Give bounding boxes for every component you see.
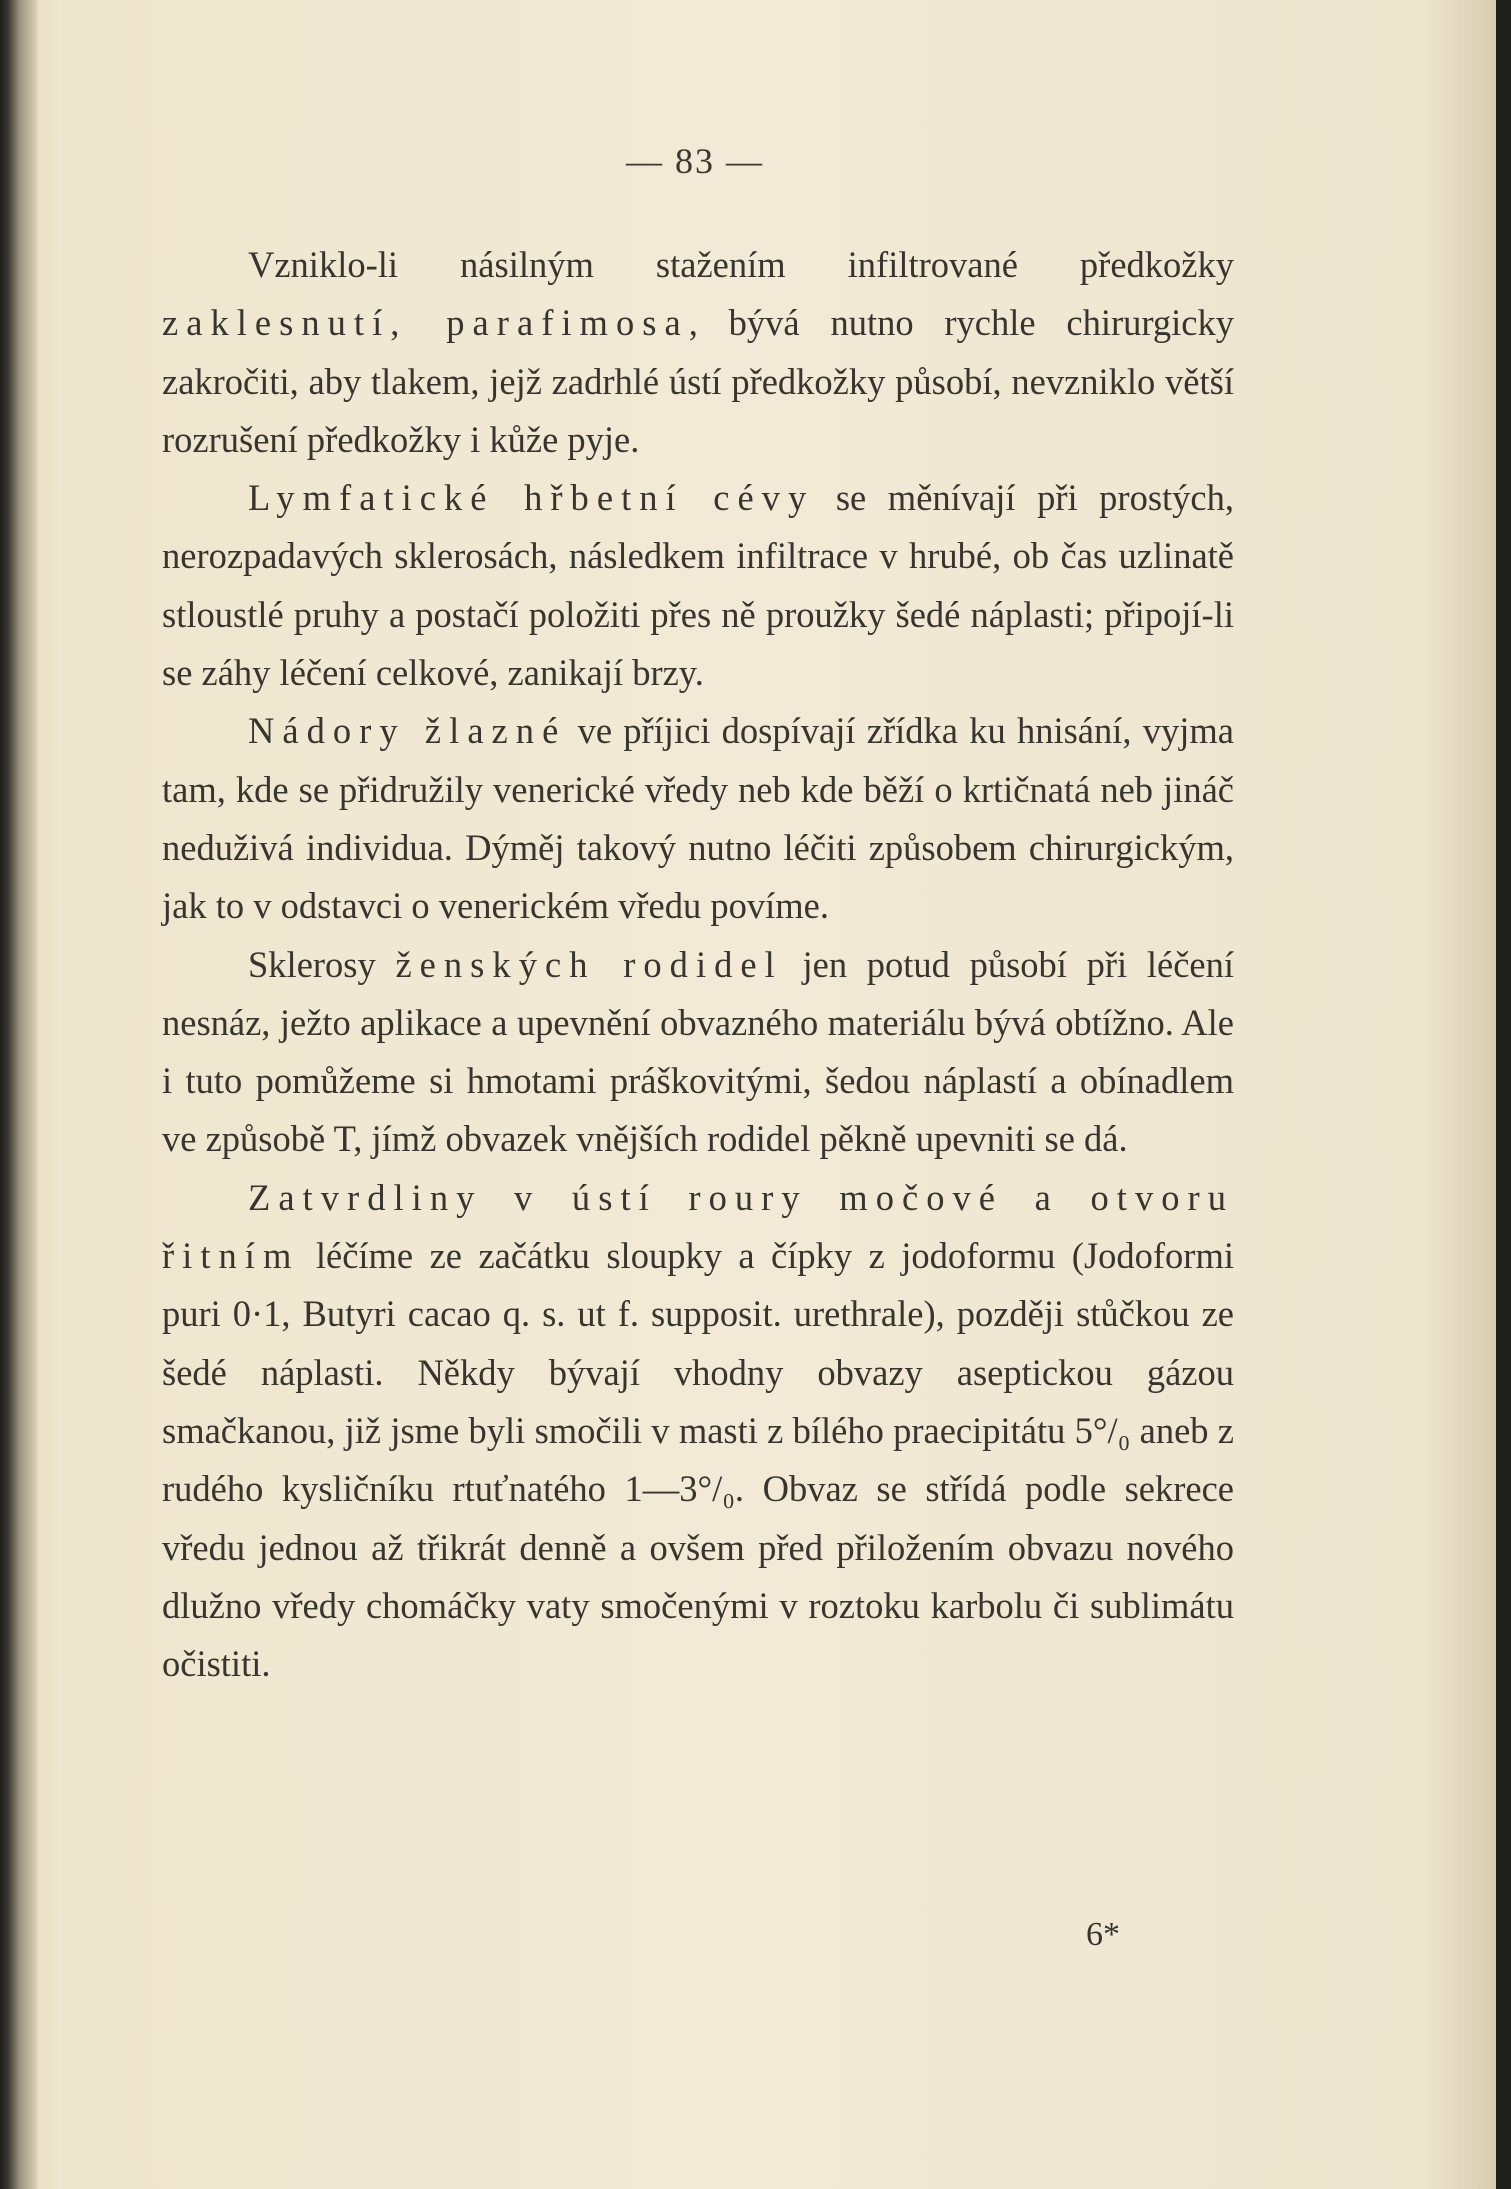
- page-number: — 83 —: [626, 141, 764, 181]
- paragraph-3: [162, 702, 1234, 935]
- spaced-term: zaklesnutí, parafimosa: [162, 302, 689, 344]
- paragraph-text: Vzniklo-li násilným stažením infiltrované předkožky: [248, 244, 1234, 285]
- scan-border: [1496, 0, 1511, 2189]
- book-gutter: [0, 0, 38, 2189]
- paragraph-text: se měnívají při prostých, nerozpadavých sklerosách, následkem infiltrace v hrubé, ob čas uzlinatě stloustlé pruhy a postačí položiti přes ně proužky šedé náplasti; připojí-li se záhy léčení celkové, zanikají brzy.: [162, 477, 1234, 694]
- paragraph-text: ve příjici dospívají zřídka ku hnisání, vyjma tam, kde se přidružily venerické vředy neb kde běží o krtičnatá neb jináč neduživá individua. Dýměj takový nutno léčiti způsobem chirurgickým, jak to v odstavci o venerickém vředu povíme.: [162, 710, 1234, 927]
- paragraph-2: [162, 469, 1234, 702]
- spaced-term: Lymfatické hřbetní cévy: [248, 477, 815, 519]
- paragraph-4: [162, 936, 1234, 1169]
- signature-mark: 6*: [1086, 1916, 1120, 1953]
- paragraph-1: [162, 236, 1234, 469]
- paragraph-5: [162, 1169, 1234, 1694]
- paragraph-text: jen potud působí při léčení nesnáz, ježto aplikace a upevnění obvazného materiálu bývá obtížno. Ale i tuto pomůžeme si hmotami práškovitými, šedou náplastí a obínadlem ve způsobě T, jímž obvazek vnějších rodidel pěkně upevniti se dá.: [162, 943, 1234, 1160]
- body-text: [162, 236, 1234, 1693]
- spaced-term: Zatvrdliny v ústí roury močové a otvoru řitním: [162, 1176, 1234, 1277]
- paragraph-text: , bývá nutno rychle chirurgicky zakročiti, aby tlakem, jejž zadrhlé ústí předkožky působí, nevzniklo větší rozrušení předkožky i kůže pyje.: [162, 302, 1234, 460]
- spaced-term: Nádory žlazné: [248, 710, 567, 752]
- paragraph-text: Sklerosy: [248, 943, 396, 985]
- spaced-term: ženských rodidel: [395, 943, 783, 985]
- paragraph-text: léčíme ze začátku sloupky a čípky z jodoformu (Jodoformi puri 0·1, Butyri cacao q. s. ut f. supposit. urethrale), později stůčkou ze šedé náplasti. Někdy bývají vhodny obvazy aseptickou gázou smačkanou, již jsme byli smočili v masti z bílého praecipitátu 5°/₀ aneb z rudého kysličníku rtuťnatého 1—3°/₀. Obvaz se střídá podle sekrece vředu jednou až třikrát denně a ovšem před přiložením obvazu nového dlužno vředy chomáčky vaty smočenými v roztoku karbolu či sublimátu očistiti.: [162, 1235, 1234, 1685]
